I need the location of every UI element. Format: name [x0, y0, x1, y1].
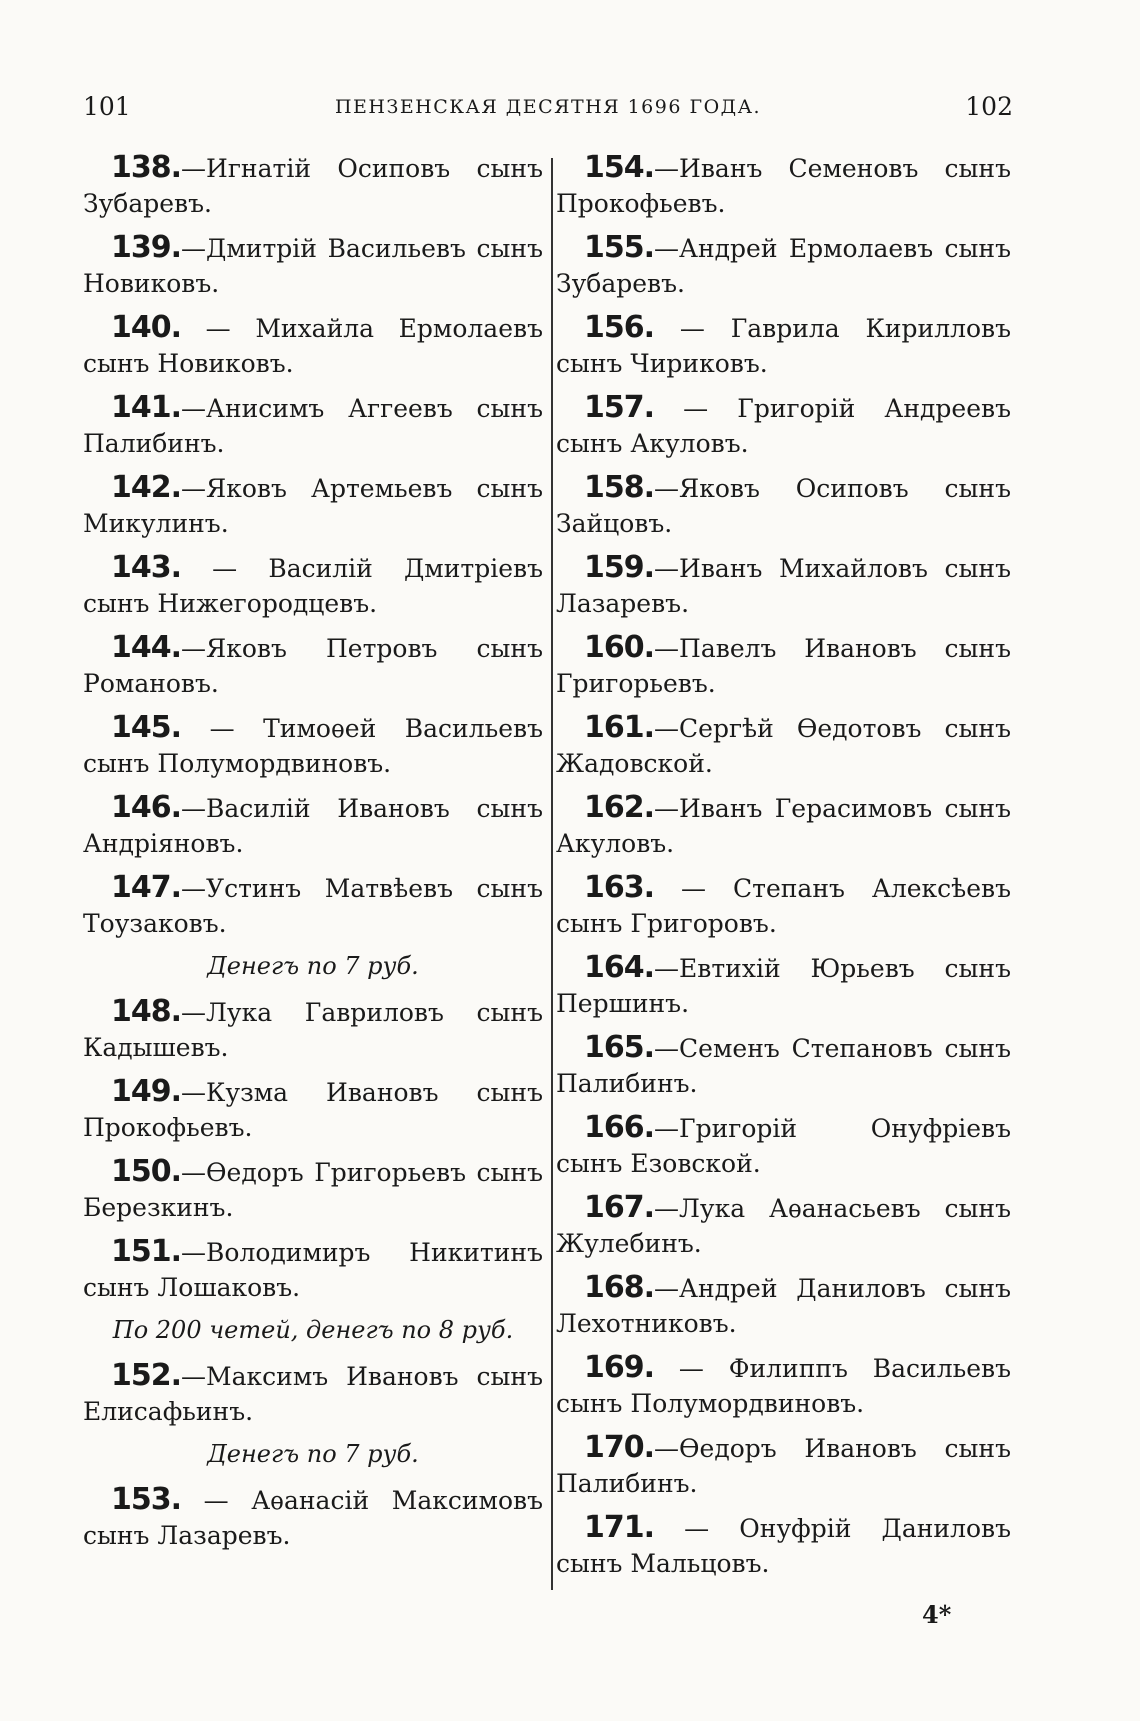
entry-number: 162.: [584, 790, 655, 825]
roster-entry: [556, 1350, 1011, 1421]
roster-entry: [556, 1190, 1011, 1261]
entry-number: 154.: [584, 150, 655, 185]
roster-entry: [83, 870, 543, 941]
entry-number: 167.: [584, 1190, 655, 1225]
entry-text: — Тимоѳей Васильевъ сынъ Полумордвиновъ.: [83, 714, 543, 778]
roster-entry: [83, 1234, 543, 1305]
roster-entry: [83, 230, 543, 301]
section-subheading: Денегъ по 7 руб.: [207, 952, 419, 980]
entry-text: —Яковъ Артемьевъ сынъ Микулинъ.: [83, 474, 543, 538]
entry-text: —Андрей Даниловъ сынъ Лехотниковъ.: [556, 1274, 1011, 1338]
entry-number: 166.: [584, 1110, 655, 1145]
roster-entry: [556, 470, 1011, 541]
entry-text: — Василій Дмитріевъ сынъ Нижегородцевъ.: [83, 554, 543, 618]
entry-number: 161.: [584, 710, 655, 745]
entry-number: 168.: [584, 1270, 655, 1305]
entry-number: 152.: [111, 1358, 182, 1393]
entry-text: —Ѳедоръ Григорьевъ сынъ Березкинъ.: [83, 1158, 543, 1222]
entry-number: 149.: [111, 1074, 182, 1109]
roster-entry: [83, 1154, 543, 1225]
roster-entry: [83, 630, 543, 701]
roster-entry: [83, 550, 543, 621]
entry-text: — Гаврила Кирилловъ сынъ Чириковъ.: [556, 314, 1011, 378]
entry-number: 147.: [111, 870, 182, 905]
entry-text: —Анисимъ Аггеевъ сынъ Палибинъ.: [83, 394, 543, 458]
entry-number: 143.: [111, 550, 182, 585]
page-number-right: 102: [965, 92, 1013, 121]
roster-entry: [556, 310, 1011, 381]
page-number-left: 101: [83, 92, 131, 121]
entry-number: 163.: [584, 870, 655, 905]
entry-text: —Кузма Ивановъ сынъ Прокофьевъ.: [83, 1078, 543, 1142]
roster-entry: [556, 1510, 1011, 1581]
entry-text: —Устинъ Матвѣевъ сынъ Тоузаковъ.: [83, 874, 543, 938]
roster-entry: [83, 790, 543, 861]
entry-text: —Иванъ Герасимовъ сынъ Акуловъ.: [556, 794, 1011, 858]
entry-number: 171.: [584, 1510, 655, 1545]
entry-text: — Григорій Андреевъ сынъ Акуловъ.: [556, 394, 1011, 458]
roster-entry: [556, 1270, 1011, 1341]
roster-entry: [556, 150, 1011, 221]
entry-text: —Андрей Ермолаевъ сынъ Зубаревъ.: [556, 234, 1011, 298]
entry-text: —Иванъ Михайловъ сынъ Лазаревъ.: [556, 554, 1011, 618]
entry-number: 157.: [584, 390, 655, 425]
entry-number: 164.: [584, 950, 655, 985]
signature-mark: 4*: [922, 1600, 952, 1629]
roster-entry: [556, 630, 1011, 701]
entry-number: 169.: [584, 1350, 655, 1385]
entry-text: —Павелъ Ивановъ сынъ Григорьевъ.: [556, 634, 1011, 698]
roster-entry: [556, 790, 1011, 861]
entry-text: —Ѳедоръ Ивановъ сынъ Палибинъ.: [556, 1434, 1011, 1498]
page-header: [83, 92, 1013, 132]
entry-text: —Евтихій Юрьевъ сынъ Першинъ.: [556, 954, 1011, 1018]
entry-number: 159.: [584, 550, 655, 585]
column-divider: [551, 158, 553, 1590]
entry-text: —Володимиръ Никитинъ сынъ Лошаковъ.: [83, 1238, 543, 1302]
entry-number: 146.: [111, 790, 182, 825]
entry-text: —Василій Ивановъ сынъ Андріяновъ.: [83, 794, 543, 858]
roster-entry: [83, 470, 543, 541]
entry-text: — Филиппъ Васильевъ сынъ Полумордвиновъ.: [556, 1354, 1011, 1418]
entry-text: —Яковъ Осиповъ сынъ Зайцовъ.: [556, 474, 1011, 538]
entry-text: —Григорій Онуфріевъ сынъ Езовской.: [556, 1114, 1011, 1178]
left-column: [83, 150, 543, 1562]
entry-text: — Онуфрій Даниловъ сынъ Мальцовъ.: [556, 1514, 1011, 1578]
entry-number: 155.: [584, 230, 655, 265]
roster-entry: [556, 550, 1011, 621]
entry-text: —Сергѣй Ѳедотовъ сынъ Жадовской.: [556, 714, 1011, 778]
entry-text: —Яковъ Петровъ сынъ Романовъ.: [83, 634, 543, 698]
roster-entry: [83, 390, 543, 461]
roster-entry: [83, 994, 543, 1065]
entry-number: 158.: [584, 470, 655, 505]
entry-number: 145.: [111, 710, 182, 745]
entry-text: —Иванъ Семеновъ сынъ Прокофьевъ.: [556, 154, 1011, 218]
entry-text: — Аѳанасій Максимовъ сынъ Лазаревъ.: [83, 1486, 543, 1550]
entry-text: — Михайла Ермолаевъ сынъ Новиковъ.: [83, 314, 543, 378]
entry-number: 148.: [111, 994, 182, 1029]
roster-entry: [83, 710, 543, 781]
roster-entry: [556, 1430, 1011, 1501]
entry-number: 139.: [111, 230, 182, 265]
roster-entry: [83, 1482, 543, 1553]
entry-text: —Лука Аѳанасьевъ сынъ Жулебинъ.: [556, 1194, 1011, 1258]
page-title: ПЕНЗЕНСКАЯ ДЕСЯТНЯ 1696 ГОДА.: [334, 96, 762, 118]
entry-number: 153.: [111, 1482, 182, 1517]
roster-entry: [556, 390, 1011, 461]
entry-number: 142.: [111, 470, 182, 505]
entry-text: —Дмитрій Васильевъ сынъ Новиковъ.: [83, 234, 543, 298]
entry-number: 141.: [111, 390, 182, 425]
section-subheading: По 200 четей, денегъ по 8 руб.: [112, 1316, 514, 1344]
roster-entry: [83, 1358, 543, 1429]
section-subheading: Денегъ по 7 руб.: [207, 1440, 419, 1468]
entry-text: —Игнатій Осиповъ сынъ Зубаревъ.: [83, 154, 543, 218]
entry-number: 144.: [111, 630, 182, 665]
entry-number: 156.: [584, 310, 655, 345]
roster-entry: [556, 870, 1011, 941]
roster-entry: [83, 1074, 543, 1145]
entry-text: —Лука Гавриловъ сынъ Кадышевъ.: [83, 998, 543, 1062]
roster-entry: [556, 1030, 1011, 1101]
entry-number: 170.: [584, 1430, 655, 1465]
roster-entry: [83, 310, 543, 381]
entry-number: 140.: [111, 310, 182, 345]
roster-entry: [556, 710, 1011, 781]
entry-number: 165.: [584, 1030, 655, 1065]
entry-text: —Семенъ Степановъ сынъ Палибинъ.: [556, 1034, 1011, 1098]
right-column: [556, 150, 1011, 1590]
entry-text: —Максимъ Ивановъ сынъ Елисафьинъ.: [83, 1362, 543, 1426]
roster-entry: [556, 950, 1011, 1021]
entry-number: 138.: [111, 150, 182, 185]
roster-entry: [556, 1110, 1011, 1181]
entry-number: 150.: [111, 1154, 182, 1189]
entry-number: 151.: [111, 1234, 182, 1269]
roster-entry: [556, 230, 1011, 301]
roster-entry: [83, 150, 543, 221]
entry-text: — Степанъ Алексѣевъ сынъ Григоровъ.: [556, 874, 1011, 938]
entry-number: 160.: [584, 630, 655, 665]
